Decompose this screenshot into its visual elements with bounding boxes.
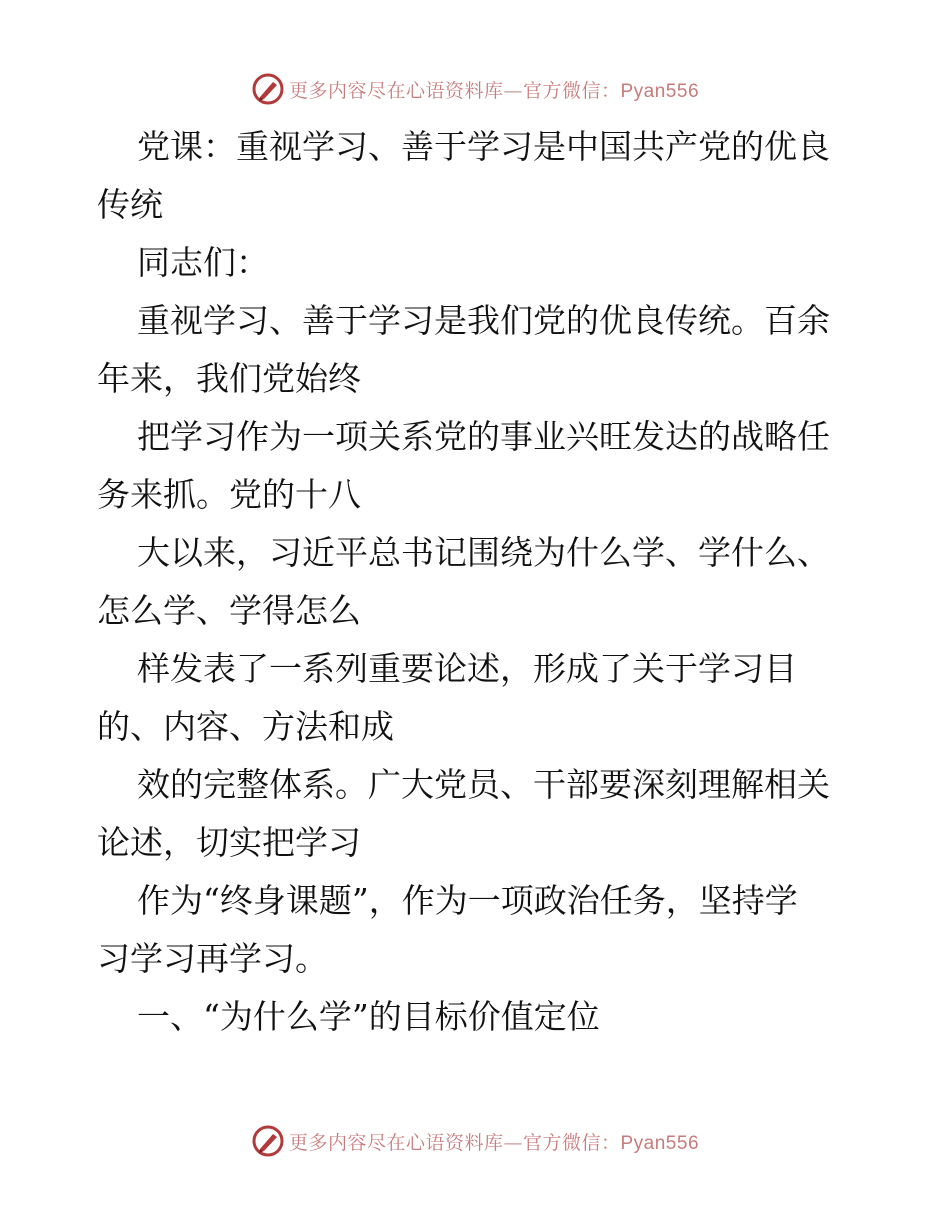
text-line: 大以来，习近平总书记围绕为什么学、学什么、: [137, 533, 830, 572]
watermark-separator: —: [503, 1131, 523, 1154]
text-line: 一、“为什么学”的目标价值定位: [137, 997, 600, 1036]
watermark-group: [251, 72, 699, 106]
text-line: 同志们：: [137, 243, 269, 282]
watermark-separator: —: [503, 79, 523, 102]
text-line: 样发表了一系列重要论述，形成了关于学习目: [137, 649, 797, 688]
watermark-wechat-label: 官方微信：: [522, 79, 621, 102]
text-line: 务来抓。党的十八: [97, 475, 361, 514]
watermark-text: [289, 1128, 699, 1155]
document-body: [97, 118, 857, 1046]
footer-watermark: [0, 1124, 950, 1158]
pen-logo-icon: [251, 1124, 285, 1158]
text-line: 习学习再学习。: [97, 939, 328, 978]
watermark-brand: 更多内容尽在心语资料库: [288, 1131, 504, 1154]
watermark-brand: 更多内容尽在心语资料库: [288, 79, 504, 102]
watermark-wechat-id: Pyan556: [620, 1132, 700, 1154]
pen-logo-icon: [251, 72, 285, 106]
watermark-group: [251, 1124, 699, 1158]
text-line: 作为“终身课题”，作为一项政治任务，坚持学: [137, 881, 798, 920]
watermark-wechat-label: 官方微信：: [522, 1131, 621, 1154]
watermark-text: [289, 76, 699, 103]
text-line: 年来，我们党始终: [97, 359, 361, 398]
watermark-wechat-id: Pyan556: [620, 80, 700, 102]
header-watermark: [0, 72, 950, 106]
text-line: 把学习作为一项关系党的事业兴旺发达的战略任: [137, 417, 830, 456]
text-line: 怎么学、学得怎么: [97, 591, 361, 630]
text-line: 论述，切实把学习: [97, 823, 361, 862]
text-line: 传统: [97, 185, 163, 224]
text-line: 党课：重视学习、善于学习是中国共产党的优良: [137, 127, 830, 166]
text-line: 效的完整体系。广大党员、干部要深刻理解相关: [137, 765, 830, 804]
text-line: 的、内容、方法和成: [97, 707, 394, 746]
text-line: 重视学习、善于学习是我们党的优良传统。百余: [137, 301, 830, 340]
